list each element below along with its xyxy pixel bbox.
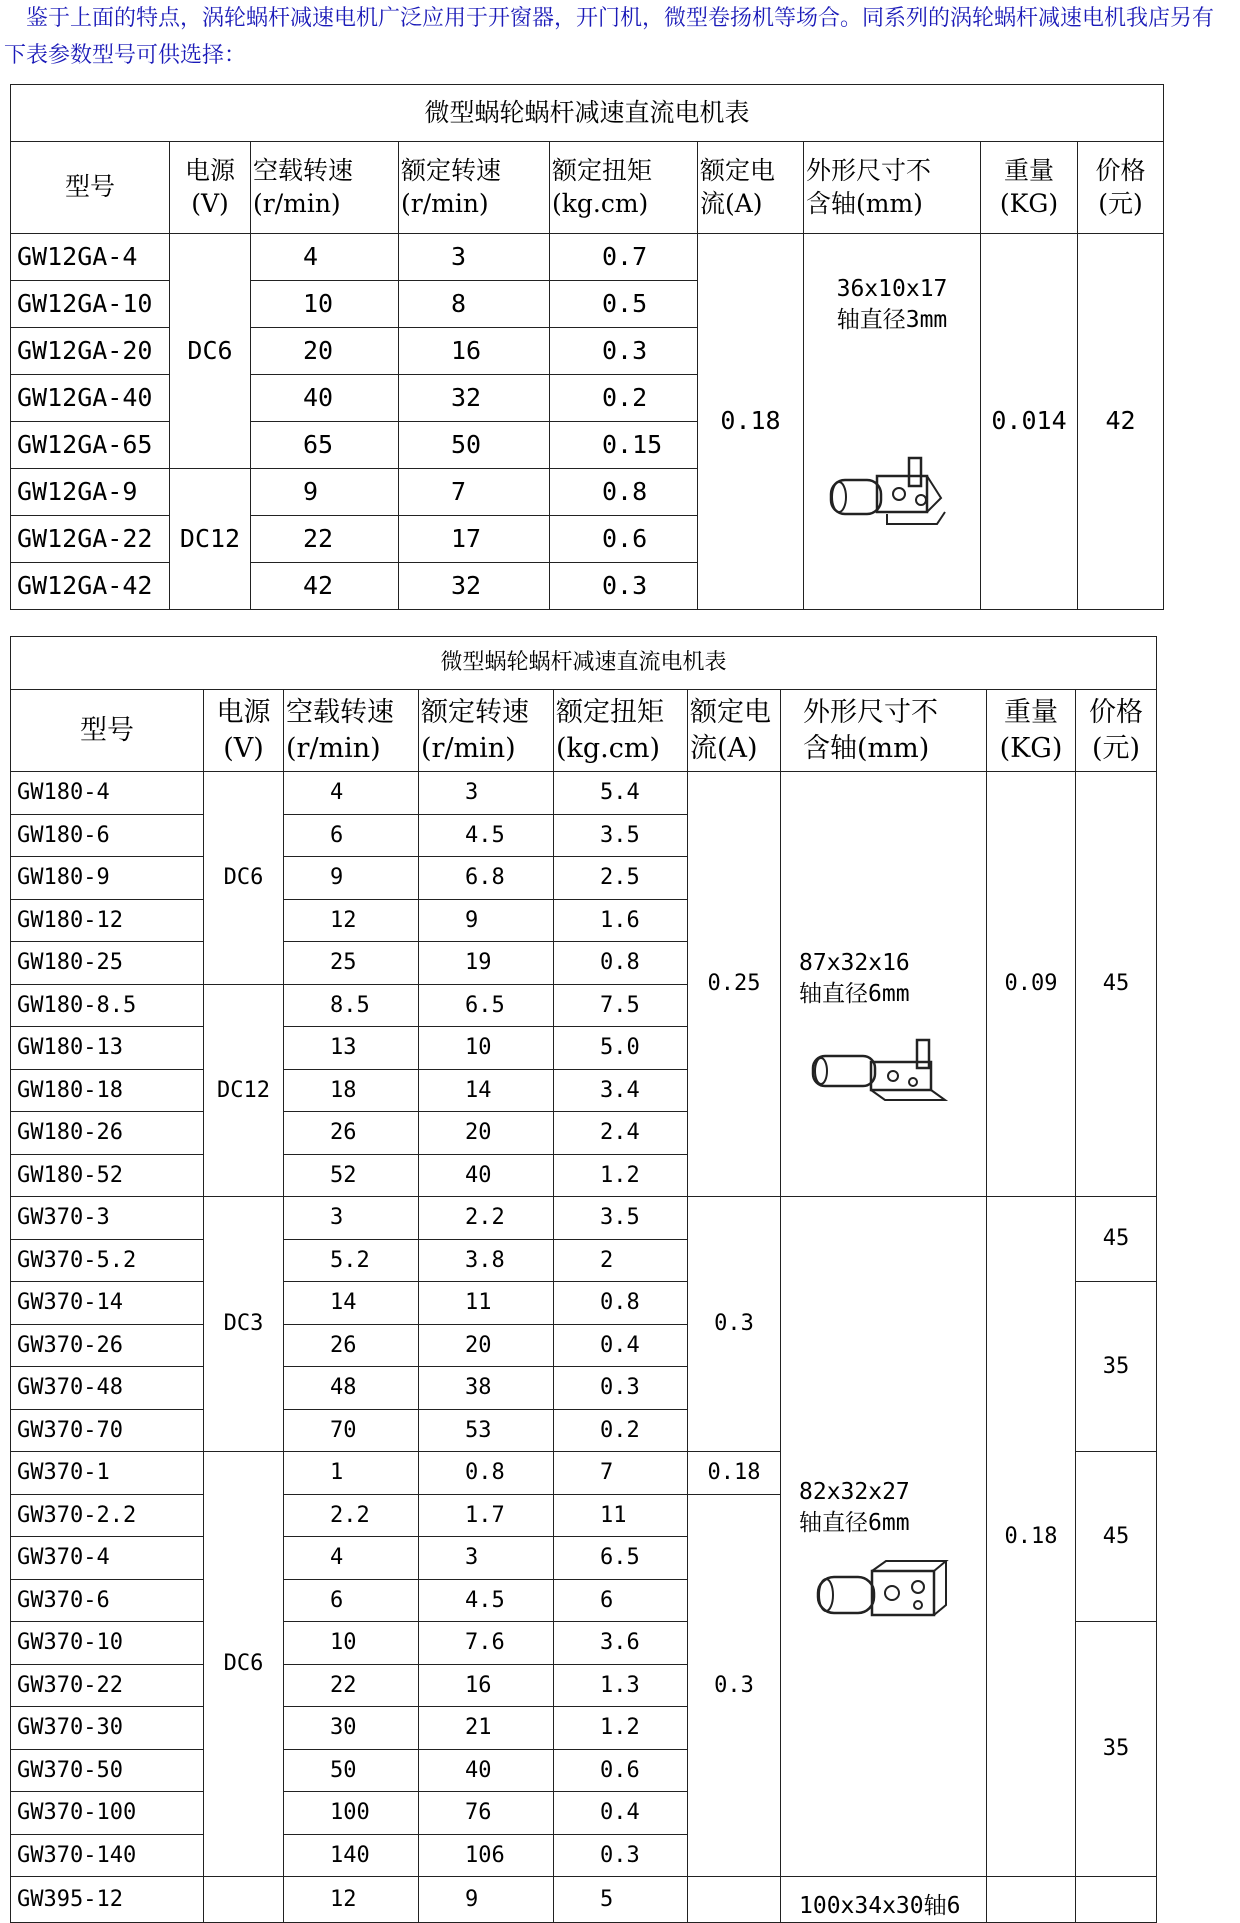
model-cell: GW370-70 [11,1409,204,1452]
noload-cell: 48 [284,1367,419,1410]
model-cell: GW395-12 [11,1877,204,1923]
dimensions-cell: 87x32x16 轴直径6mm [781,772,987,1197]
noload-cell: 22 [251,516,399,563]
rated-cell: 32 [399,375,550,422]
rated-cell: 20 [419,1112,554,1155]
rated-cell: 3 [399,234,550,281]
noload-cell: 140 [284,1834,419,1877]
header-model: 型号 [11,142,170,234]
torque-cell: 3.5 [554,814,688,857]
torque-cell: 0.3 [554,1834,688,1877]
current-cell: 0.3 [688,1197,781,1452]
noload-cell: 100 [284,1792,419,1835]
noload-cell: 10 [251,281,399,328]
noload-cell: 22 [284,1664,419,1707]
model-cell: GW370-1 [11,1452,204,1495]
weight-cell: 0.09 [987,772,1076,1197]
model-cell: GW12GA-9 [11,469,170,516]
rated-cell: 7 [399,469,550,516]
header-price: 价格 (元) [1078,142,1164,234]
motor-image [814,1557,954,1637]
torque-cell: 7.5 [554,984,688,1027]
header-noload-speed: 空载转速 (r/min) [251,142,399,234]
table-row [11,1877,1157,1923]
power-cell: DC6 [204,772,284,985]
price-cell: 35 [1076,1282,1157,1452]
noload-cell: 26 [284,1112,419,1155]
torque-cell: 6 [554,1579,688,1622]
noload-cell: 12 [284,1877,419,1923]
torque-cell: 0.2 [550,375,698,422]
price-cell: 42 [1078,234,1164,610]
price-cell: 35 [1076,1622,1157,1877]
spec-table-gw180-gw370 [10,636,1157,1923]
model-cell: GW370-50 [11,1749,204,1792]
power-cell: DC12 [170,469,251,610]
noload-cell: 12 [284,899,419,942]
header-weight: 重量 (KG) [981,142,1078,234]
model-cell: GW12GA-20 [11,328,170,375]
noload-cell: 40 [251,375,399,422]
torque-cell: 1.2 [554,1154,688,1197]
torque-cell: 0.5 [550,281,698,328]
model-cell: GW180-9 [11,857,204,900]
torque-cell: 0.3 [550,328,698,375]
rated-cell: 4.5 [419,1579,554,1622]
rated-cell: 2.2 [419,1197,554,1240]
model-cell: GW180-8.5 [11,984,204,1027]
rated-cell: 1.7 [419,1494,554,1537]
torque-cell: 0.6 [550,516,698,563]
torque-cell: 2.5 [554,857,688,900]
noload-cell: 10 [284,1622,419,1665]
rated-cell: 16 [419,1664,554,1707]
dimensions-cell: 36x10x17 轴直径3mm [804,234,981,610]
header-model: 型号 [11,690,204,772]
price-cell: 45 [1076,1452,1157,1622]
torque-cell: 11 [554,1494,688,1537]
model-cell: GW370-6 [11,1579,204,1622]
noload-cell: 1 [284,1452,419,1495]
rated-cell: 11 [419,1282,554,1325]
torque-cell: 5 [554,1877,688,1923]
torque-cell: 0.8 [554,942,688,985]
intro-text: 鉴于上面的特点，涡轮蜗杆减速电机广泛应用于开窗器，开门机，微型卷扬机等场合。同系列的涡轮蜗杆减速电机我店另有下表参数型号可供选择： [4,6,1215,68]
rated-cell: 8 [399,281,550,328]
torque-cell: 5.4 [554,772,688,815]
noload-cell: 52 [284,1154,419,1197]
rated-cell: 4.5 [419,814,554,857]
noload-cell: 25 [284,942,419,985]
table-title: 微型蜗轮蜗杆减速直流电机表 [11,637,1157,690]
model-cell: GW12GA-65 [11,422,170,469]
power-cell: DC6 [170,234,251,469]
power-cell: DC6 [204,1452,284,1877]
torque-cell: 0.8 [550,469,698,516]
rated-cell: 9 [419,899,554,942]
model-cell: GW12GA-10 [11,281,170,328]
model-cell: GW370-30 [11,1707,204,1750]
torque-cell: 0.3 [550,563,698,610]
rated-cell: 3.8 [419,1239,554,1282]
rated-cell: 14 [419,1069,554,1112]
dimensions-cell: 100x34x30轴6 [781,1877,987,1923]
header-dimensions: 外形尺寸不 含轴(mm) [804,142,981,234]
rated-cell: 38 [419,1367,554,1410]
header-rated-speed: 额定转速 (r/min) [419,690,554,772]
dimensions-cell: 82x32x27 轴直径6mm [781,1197,987,1877]
power-cell: DC12 [204,984,284,1197]
noload-cell: 9 [284,857,419,900]
model-cell: GW370-22 [11,1664,204,1707]
noload-cell: 8.5 [284,984,419,1027]
model-cell: GW370-10 [11,1622,204,1665]
rated-cell: 21 [419,1707,554,1750]
weight-cell: 0.014 [981,234,1078,610]
model-cell: GW12GA-42 [11,563,170,610]
noload-cell: 2.2 [284,1494,419,1537]
header-rated-current: 额定电 流(A) [688,690,781,772]
rated-cell: 6.5 [419,984,554,1027]
noload-cell: 14 [284,1282,419,1325]
noload-cell: 42 [251,563,399,610]
torque-cell: 1.3 [554,1664,688,1707]
weight-cell: 0.18 [987,1197,1076,1877]
noload-cell: 9 [251,469,399,516]
rated-cell: 7.6 [419,1622,554,1665]
rated-cell: 6.8 [419,857,554,900]
header-weight: 重量 (KG) [987,690,1076,772]
price-cell: 45 [1076,772,1157,1197]
torque-cell: 0.15 [550,422,698,469]
torque-cell: 0.3 [554,1367,688,1410]
rated-cell: 3 [419,772,554,815]
current-cell: 0.18 [688,1452,781,1495]
rated-cell: 40 [419,1154,554,1197]
current-cell: 0.25 [688,772,781,1197]
rated-cell: 10 [419,1027,554,1070]
model-cell: GW370-2.2 [11,1494,204,1537]
table-row [11,772,1157,815]
noload-cell: 6 [284,814,419,857]
torque-cell: 2 [554,1239,688,1282]
power-cell: DC3 [204,1197,284,1452]
current-cell: 0.3 [688,1494,781,1877]
rated-cell: 3 [419,1537,554,1580]
model-cell: GW12GA-40 [11,375,170,422]
model-cell: GW180-52 [11,1154,204,1197]
model-cell: GW370-14 [11,1282,204,1325]
price-cell [1076,1877,1157,1923]
noload-cell: 3 [284,1197,419,1240]
noload-cell: 50 [284,1749,419,1792]
rated-cell: 106 [419,1834,554,1877]
model-cell: GW180-4 [11,772,204,815]
torque-cell: 3.4 [554,1069,688,1112]
noload-cell: 4 [251,234,399,281]
current-cell [688,1877,781,1923]
table-row [11,234,1164,281]
header-noload-speed: 空载转速 (r/min) [284,690,419,772]
noload-cell: 4 [284,1537,419,1580]
torque-cell: 3.6 [554,1622,688,1665]
noload-cell: 20 [251,328,399,375]
weight-cell [987,1877,1076,1923]
torque-cell: 0.4 [554,1324,688,1367]
header-power: 电源 (V) [170,142,251,234]
table-title: 微型蜗轮蜗杆减速直流电机表 [11,85,1164,142]
rated-cell: 17 [399,516,550,563]
header-rated-speed: 额定转速 (r/min) [399,142,550,234]
torque-cell: 0.2 [554,1409,688,1452]
torque-cell: 7 [554,1452,688,1495]
noload-cell: 13 [284,1027,419,1070]
table-row [11,1197,1157,1240]
model-cell: GW370-140 [11,1834,204,1877]
noload-cell: 70 [284,1409,419,1452]
rated-cell: 9 [419,1877,554,1923]
header-rated-torque: 额定扭矩 (kg.cm) [550,142,698,234]
model-cell: GW180-18 [11,1069,204,1112]
rated-cell: 53 [419,1409,554,1452]
torque-cell: 0.7 [550,234,698,281]
model-cell: GW370-3 [11,1197,204,1240]
spec-table-gw12ga [10,84,1164,610]
noload-cell: 65 [251,422,399,469]
rated-cell: 76 [419,1792,554,1835]
motor-image [809,1034,959,1114]
torque-cell: 1.6 [554,899,688,942]
noload-cell: 4 [284,772,419,815]
noload-cell: 6 [284,1579,419,1622]
rated-cell: 32 [399,563,550,610]
torque-cell: 0.6 [554,1749,688,1792]
model-cell: GW180-12 [11,899,204,942]
torque-cell: 6.5 [554,1537,688,1580]
model-cell: GW180-26 [11,1112,204,1155]
noload-cell: 5.2 [284,1239,419,1282]
header-rated-torque: 额定扭矩 (kg.cm) [554,690,688,772]
torque-cell: 0.8 [554,1282,688,1325]
rated-cell: 40 [419,1749,554,1792]
model-cell: GW370-26 [11,1324,204,1367]
model-cell: GW180-13 [11,1027,204,1070]
rated-cell: 20 [419,1324,554,1367]
rated-cell: 16 [399,328,550,375]
rated-cell: 0.8 [419,1452,554,1495]
noload-cell: 18 [284,1069,419,1112]
model-cell: GW180-25 [11,942,204,985]
header-power: 电源 (V) [204,690,284,772]
model-cell: GW370-4 [11,1537,204,1580]
model-cell: GW12GA-4 [11,234,170,281]
header-price: 价格 (元) [1076,690,1157,772]
model-cell: GW370-100 [11,1792,204,1835]
torque-cell: 5.0 [554,1027,688,1070]
motor-image [827,454,957,544]
torque-cell: 1.2 [554,1707,688,1750]
price-cell: 45 [1076,1197,1157,1282]
noload-cell: 26 [284,1324,419,1367]
current-cell: 0.18 [698,234,804,610]
rated-cell: 19 [419,942,554,985]
header-rated-current: 额定电 流(A) [698,142,804,234]
model-cell: GW180-6 [11,814,204,857]
model-cell: GW370-5.2 [11,1239,204,1282]
power-cell [204,1877,284,1923]
torque-cell: 2.4 [554,1112,688,1155]
header-dimensions: 外形尺寸不 含轴(mm) [781,690,987,772]
rated-cell: 50 [399,422,550,469]
model-cell: GW370-48 [11,1367,204,1410]
noload-cell: 30 [284,1707,419,1750]
model-cell: GW12GA-22 [11,516,170,563]
torque-cell: 0.4 [554,1792,688,1835]
torque-cell: 3.5 [554,1197,688,1240]
